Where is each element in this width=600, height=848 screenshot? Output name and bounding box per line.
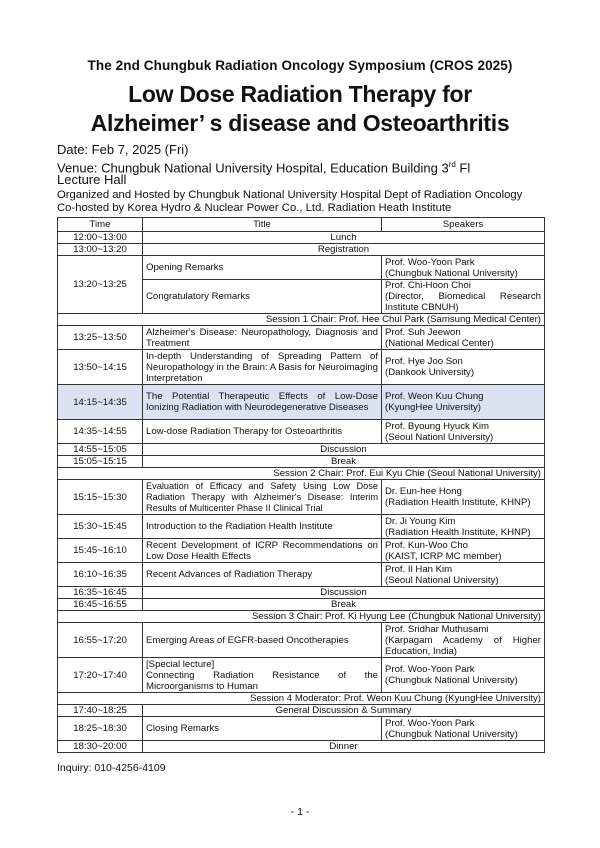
row-speaker [382, 256, 545, 280]
speaker-affiliation: (Chungbuk National University) [385, 675, 518, 686]
table-header-row [58, 218, 545, 232]
table-row [58, 658, 545, 693]
row-title: Evaluation of Efficacy and Safety Using Low Dose Radiation Therapy with Alzheimer's Disease: Interim Results of Multicenter Phase II Clinical Trial [143, 480, 382, 515]
speaker-affiliation: (Radiation Health Institute, KHNP) [385, 497, 531, 508]
speaker-name: Prof. Kun-Woo Cho [385, 539, 469, 551]
table-row [58, 563, 545, 587]
cohost-line: Co-hosted by Korea Hydro & Nuclear Power Co., Ltd. Radiation Heath Institute [57, 202, 452, 214]
row-time: 17:40~18:25 [58, 705, 143, 717]
header-title: Title [143, 218, 382, 232]
inquiry-contact: Inquiry: 010-4256-4109 [57, 762, 166, 774]
row-title: Break [143, 456, 545, 468]
speaker-name: Prof. Hye Joo Son [385, 356, 463, 367]
row-time: 14:35~14:55 [58, 420, 143, 444]
venue-hall: Lecture Hall [57, 172, 127, 187]
venue-floor: Fl [455, 160, 471, 176]
table-row [58, 705, 545, 717]
row-speaker [382, 350, 545, 385]
row-title: Congratulatory Remarks [143, 280, 382, 314]
speaker-affiliation: (Karpagam Academy of Higher Education, India) [385, 634, 541, 657]
speaker-name: Prof. Weon Kuu Chung [385, 391, 484, 402]
speaker-name: Prof. Woo-Yoon Park [385, 717, 475, 729]
row-speaker [382, 515, 545, 539]
row-speaker [382, 420, 545, 444]
table-row [58, 623, 545, 658]
table-row [58, 456, 545, 468]
speaker-name: Prof. Byoung Hyuck Kim [385, 420, 489, 432]
table-row [58, 444, 545, 456]
speaker-affiliation: (Dankook University) [385, 367, 475, 378]
row-speaker [382, 480, 545, 515]
row-time: 14:55~15:05 [58, 444, 143, 456]
table-row [58, 256, 545, 280]
row-title: Discussion [143, 444, 545, 456]
row-time: 13:00~13:20 [58, 244, 143, 256]
speaker-name: Dr. Ji Young Kim [385, 515, 456, 527]
row-title: Discussion [143, 587, 545, 599]
row-time: 16:35~16:45 [58, 587, 143, 599]
row-time: 16:45~16:55 [58, 599, 143, 611]
row-title: Recent Development of ICRP Recommendations on Low Dose Health Effects [143, 539, 382, 563]
row-speaker [382, 539, 545, 563]
page-number: - 1 - [290, 806, 310, 818]
speaker-affiliation: (KyungHee University) [385, 402, 481, 413]
session-row [58, 611, 545, 623]
row-title: The Potential Therapeutic Effects of Low-Dose Ionizing Radiation with Neurodegenerative Diseases [143, 385, 382, 420]
speaker-affiliation: (Radiation Health Institute, KHNP) [385, 526, 531, 538]
row-title [143, 658, 382, 693]
session-1-header: Session 1 Chair: Prof. Hee Chul Park (Samsung Medical Center) [58, 314, 545, 326]
row-title: In-depth Understanding of Spreading Pattern of Neuropathology in the Brain: A Basis for Neuroimaging Interpretation [143, 350, 382, 385]
table-row [58, 741, 545, 753]
speaker-name: Prof. Woo-Yoon Park [385, 256, 475, 268]
table-row [58, 587, 545, 599]
speaker-name: Prof. Sridhar Muthusami [385, 623, 489, 635]
title-line-1: Low Dose Radiation Therapy for [128, 81, 472, 107]
speaker-name: Prof. Chi-Hoon Choi [385, 280, 471, 291]
row-time: 13:20~13:25 [58, 256, 143, 314]
speaker-affiliation: (Seoul National University) [385, 574, 499, 586]
row-title: Closing Remarks [143, 717, 382, 741]
table-row [58, 539, 545, 563]
row-speaker [382, 623, 545, 658]
speaker-affiliation: (Chungbuk National University) [385, 728, 518, 740]
session-row [58, 468, 545, 480]
row-speaker [382, 658, 545, 693]
row-time: 13:50~14:15 [58, 350, 143, 385]
special-lecture-title: Connecting Radiation Resistance of the Microorganisms to Human [146, 669, 378, 692]
symposium-title: The 2nd Chungbuk Radiation Oncology Symposium (CROS 2025) [87, 58, 513, 73]
row-title: Low-dose Radiation Therapy for Osteoarthritis [143, 420, 382, 444]
row-title: Emerging Areas of EGFR-based Oncotherapies [143, 623, 382, 658]
row-title: Recent Advances of Radiation Therapy [143, 563, 382, 587]
table-row [58, 480, 545, 515]
row-time: 15:30~15:45 [58, 515, 143, 539]
row-title: Introduction to the Radiation Health Institute [143, 515, 382, 539]
session-3-header: Session 3 Chair: Prof. Ki Hyung Lee (Chungbuk National University) [58, 611, 545, 623]
table-row [58, 515, 545, 539]
row-title: Break [143, 599, 545, 611]
row-title: Opening Remarks [143, 256, 382, 280]
row-title: Alzheimer's Disease: Neuropathology, Diagnosis and Treatment [143, 326, 382, 350]
row-speaker [382, 717, 545, 741]
table-row [58, 350, 545, 385]
row-speaker [382, 280, 545, 314]
row-time: 13:25~13:50 [58, 326, 143, 350]
row-title: General Discussion & Summary [143, 705, 545, 717]
table-row-highlighted [58, 385, 545, 420]
row-time: 17:20~17:40 [58, 658, 143, 693]
row-time: 16:55~17:20 [58, 623, 143, 658]
row-title: Registration [143, 244, 545, 256]
row-time: 12:00~13:00 [58, 232, 143, 244]
row-time: 18:25~18:30 [58, 717, 143, 741]
venue-superscript: rd [448, 160, 456, 169]
speaker-affiliation: (Chungbuk National University) [385, 267, 518, 279]
row-time: 14:15~14:35 [58, 385, 143, 420]
row-time: 15:45~16:10 [58, 539, 143, 563]
title-line-2: Alzheimer’ s disease and Osteoarthritis [90, 110, 510, 136]
table-row [58, 244, 545, 256]
venue-text: Venue: Chungbuk National University Hospital, Education Building 3 [57, 160, 449, 176]
speaker-name: Prof. Woo-Yoon Park [385, 664, 475, 675]
session-4-header: Session 4 Moderator: Prof. Weon Kuu Chung (KyungHee University) [58, 693, 545, 705]
row-speaker [382, 385, 545, 420]
special-lecture-label: [Special lecture] [146, 658, 215, 670]
speaker-affiliation: (Director, Biomedical Research Institute CBNUH) [385, 291, 541, 313]
row-speaker [382, 563, 545, 587]
session-row [58, 314, 545, 326]
session-2-header: Session 2 Chair: Prof. Eui Kyu Chie (Seoul National University) [58, 468, 545, 480]
row-time: 16:10~16:35 [58, 563, 143, 587]
row-time: 15:05~15:15 [58, 456, 143, 468]
table-row [58, 232, 545, 244]
session-row [58, 693, 545, 705]
row-title: Dinner [143, 741, 545, 753]
speaker-affiliation: (National Medical Center) [385, 337, 494, 349]
row-time: 15:15~15:30 [58, 480, 143, 515]
speaker-name: Prof. Suh Jeewon [385, 326, 461, 338]
speaker-name: Dr. Eun-hee Hong [385, 486, 462, 497]
row-time: 18:30~20:00 [58, 741, 143, 753]
table-row [58, 420, 545, 444]
main-title [0, 80, 600, 138]
schedule-table [57, 217, 545, 753]
table-row [58, 599, 545, 611]
row-speaker [382, 326, 545, 350]
row-title: Lunch [143, 232, 545, 244]
header-time: Time [58, 218, 143, 232]
header-speakers: Speakers [382, 218, 545, 232]
speaker-affiliation: (Seoul Nationl University) [385, 431, 494, 443]
speaker-affiliation: (KAIST, ICRP MC member) [385, 550, 502, 562]
table-row [58, 326, 545, 350]
event-date: Date: Feb 7, 2025 (Fri) [57, 142, 189, 157]
speaker-name: Prof. Il Han Kim [385, 563, 453, 575]
organizer-line: Organized and Hosted by Chungbuk National University Hospital Dept of Radiation Oncology [57, 189, 523, 201]
table-row [58, 717, 545, 741]
